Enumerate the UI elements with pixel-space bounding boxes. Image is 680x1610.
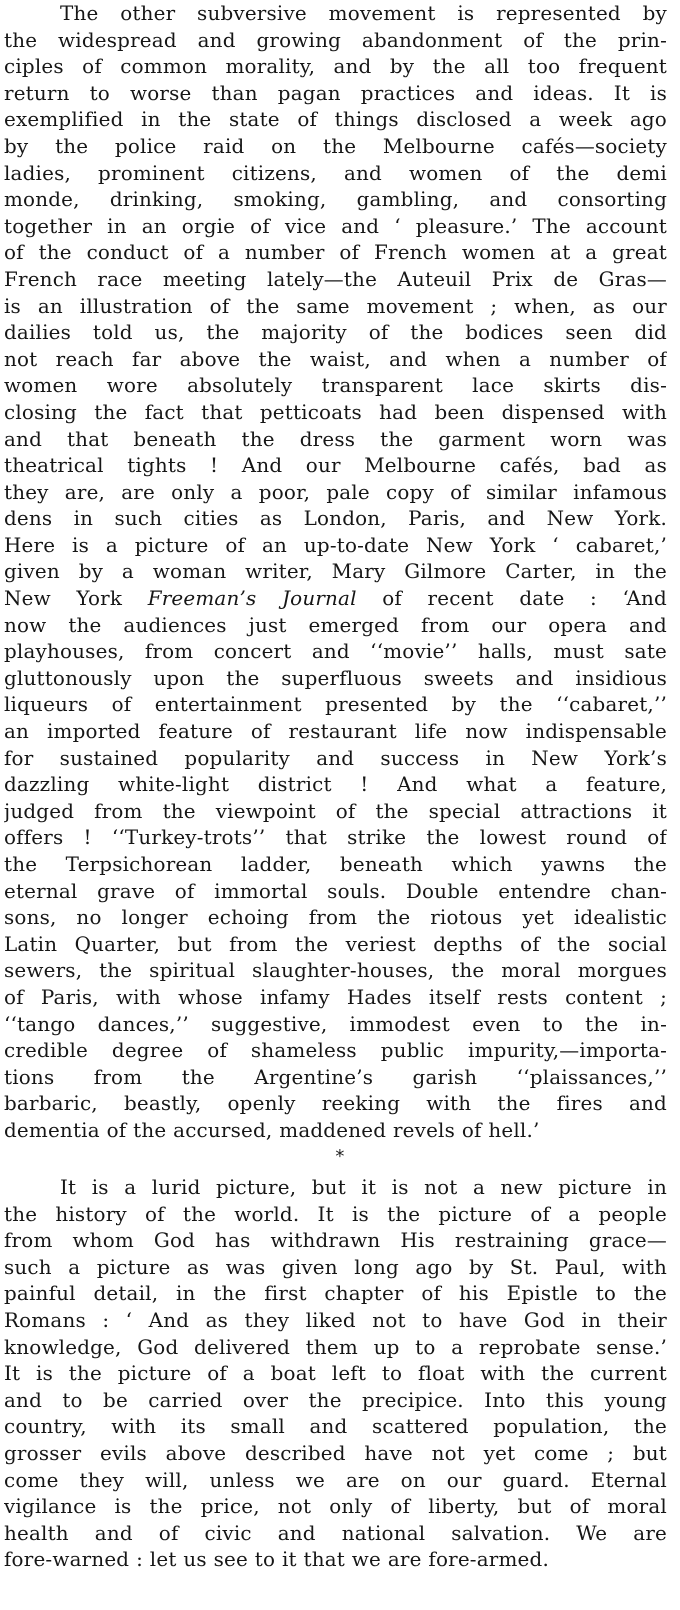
text-line: playhouses, from concert and ‘‘movie’’ halls, must sate — [4, 640, 667, 664]
text-line: ‘‘tango dances,’’ suggestive, immodest even to the in- — [4, 1012, 667, 1036]
text-line: from whom God has withdrawn His restraining grace— — [4, 1229, 667, 1253]
text-line: sons, no longer echoing from the riotous yet idealistic — [4, 906, 667, 930]
text-line: dazzling white-light district ! And what a feature, — [4, 773, 667, 797]
text-line: vigilance is the price, not only of liberty, but of moral — [4, 1495, 667, 1519]
text-line: and to be carried over the precipice. Into this young — [4, 1388, 667, 1412]
text-line: given by a woman writer, Mary Gilmore Carter, in the — [4, 560, 667, 584]
text-line: now the audiences just emerged from our opera and — [4, 613, 667, 637]
text-line: knowledge, God delivered them up to a reprobate sense.’ — [4, 1335, 667, 1359]
text-line: the Terpsichorean ladder, beneath which yawns the — [4, 853, 667, 876]
text-line: fore-warned : let us see to it that we are fore-armed. — [4, 1548, 549, 1572]
text-line: of Paris, with whose infamy Hades itself rests content ; — [4, 985, 667, 1009]
text-line: It is the picture of a boat left to float with the current — [4, 1362, 667, 1386]
text-line: Here is a picture of an up-to-date New York ‘ cabaret,’ — [4, 533, 667, 557]
text-line: barbaric, beastly, openly reeking with the fires and — [4, 1092, 667, 1116]
text-line: judged from the viewpoint of the special attractions it — [4, 799, 667, 823]
paragraph-lurid-picture — [4, 1175, 667, 1574]
publication-title: Freeman’s Journal — [147, 587, 357, 611]
text-line: offers ! ‘‘Turkey-trots’’ that strike the lowest round of — [4, 826, 667, 850]
text-line: by the police raid on the Melbourne cafés—society — [4, 134, 667, 158]
text-line: country, with its small and scattered population, the — [4, 1415, 667, 1439]
text-line: is an illustration of the same movement ; when, as our — [4, 294, 667, 318]
text-line: dementia of the accursed, maddened revels of hell.’ — [4, 1118, 540, 1142]
text-line: The other subversive movement is represented by — [60, 2, 667, 25]
text-line: French race meeting lately—the Auteuil Prix de Gras— — [4, 267, 667, 291]
text-line: for sustained popularity and success in New York’s — [4, 746, 667, 770]
paragraph-subversive-movement — [4, 1, 667, 1145]
text-line: tions from the Argentine’s garish ‘‘plaissances,’’ — [4, 1065, 667, 1089]
text-line: not reach far above the waist, and when a number of — [4, 347, 667, 371]
text-line: the widespread and growing abandonment of the prin- — [4, 28, 667, 52]
text-line: of the conduct of a number of French women at a great — [4, 241, 667, 265]
text-line: dailies told us, the majority of the bodices seen did — [4, 321, 667, 345]
text-line: sewers, the spiritual slaughter-houses, the moral morgues — [4, 959, 667, 983]
text-line: together in an orgie of vice and ‘ pleasure.’ The account — [4, 214, 667, 238]
text-line: eternal grave of immortal souls. Double entendre chan- — [4, 879, 667, 903]
text-line: return to worse than pagan practices and ideas. It is — [4, 81, 667, 105]
text-line: come they will, unless we are on our guard. Eternal — [4, 1468, 667, 1492]
text-line: women wore absolutely transparent lace skirts dis- — [4, 374, 667, 398]
text-line: such a picture as was given long ago by St. Paul, with — [4, 1255, 667, 1279]
text-line: ciples of common morality, and by the all too frequent — [4, 55, 667, 79]
text-line: exemplified in the state of things disclosed a week ago — [4, 108, 667, 132]
text-line-freemans-journal: New York Freeman’s Journal of recent date : ‘And — [4, 587, 667, 611]
text-line: and that beneath the dress the garment worn was — [4, 427, 667, 451]
text-line: Latin Quarter, but from the veriest depths of the social — [4, 932, 667, 956]
text-line: health and of civic and national salvation. We are — [4, 1521, 667, 1545]
text-line: dens in such cities as London, Paris, and New York. — [4, 507, 667, 531]
text-line: they are, are only a poor, pale copy of similar infamous — [4, 480, 667, 504]
text-line: ladies, prominent citizens, and women of the demi — [4, 161, 667, 185]
section-separator-asterisk: * — [335, 1146, 345, 1167]
text-line: an imported feature of restaurant life now indispensable — [4, 720, 667, 744]
text-line: grosser evils above described have not yet come ; but — [4, 1441, 667, 1465]
text-line: gluttonously upon the superfluous sweets and insidious — [4, 666, 667, 690]
text-line: Romans : ‘ And as they liked not to have God in their — [4, 1308, 667, 1332]
text-line: monde, drinking, smoking, gambling, and consorting — [4, 188, 667, 212]
text-line: theatrical tights ! And our Melbourne cafés, bad as — [4, 454, 667, 478]
text-line: closing the fact that petticoats had been dispensed with — [4, 400, 667, 424]
text-line: liqueurs of entertainment presented by the ‘‘cabaret,’’ — [4, 693, 667, 717]
text-line: the history of the world. It is the picture of a people — [4, 1202, 667, 1226]
text-line: It is a lurid picture, but it is not a new picture in — [60, 1176, 667, 1199]
text-line: painful detail, in the first chapter of his Epistle to the — [4, 1282, 667, 1306]
text-line: credible degree of shameless public impurity,—importa- — [4, 1039, 667, 1063]
